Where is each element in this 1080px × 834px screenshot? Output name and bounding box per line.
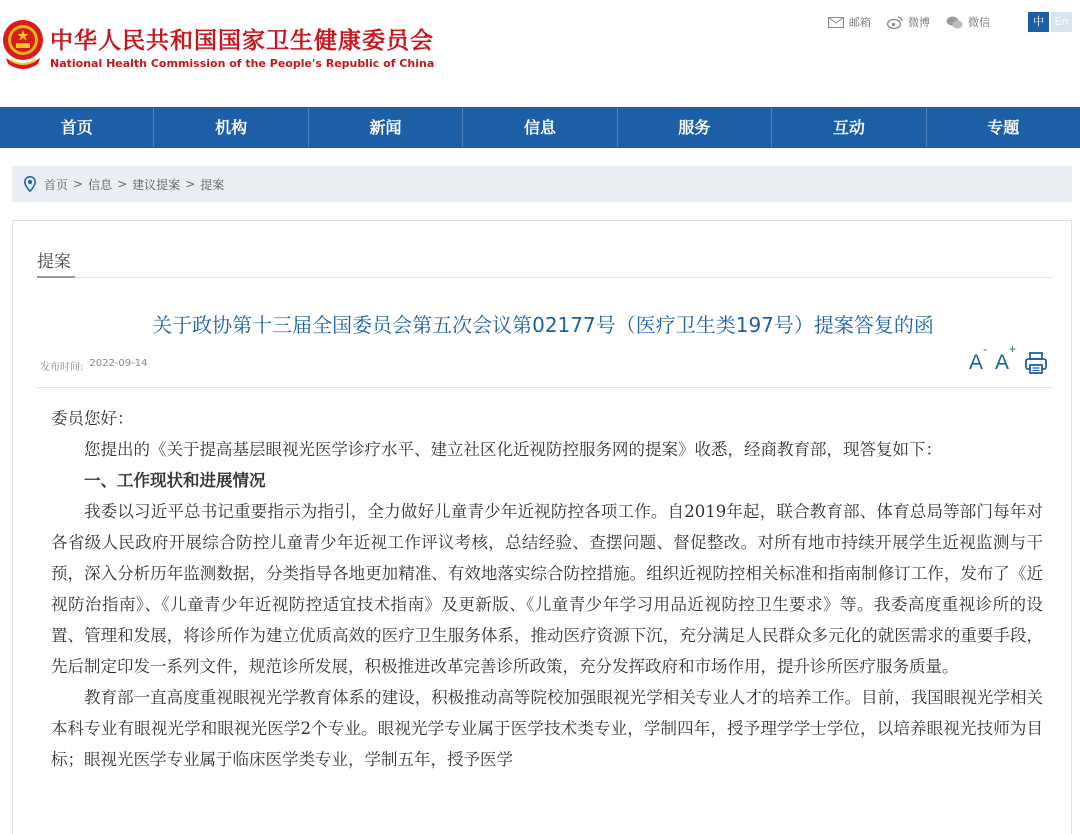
breadcrumb-separator: >	[117, 177, 128, 191]
meta-divider	[37, 387, 1053, 388]
body-paragraph: 教育部一直高度重视眼视光学教育体系的建设，积极推动高等院校加强眼视光学相关专业人才的培养工作。目前，我国眼视光学相关本科专业有眼视光学和眼视光医学2个专业。眼视光学专业属于医学技术类专业，学制四年，授予理学学士学位，以培养眼视光技师为目标；眼视光医学专业属于临床医学类专业，学制五年，授予医学	[51, 688, 1043, 769]
font-decrease-glyph: A	[969, 351, 984, 374]
breadcrumb-suggestions[interactable]: 建议提案	[132, 177, 181, 192]
site-title-cn[interactable]: 中华人民共和国国家卫生健康委员会	[50, 28, 434, 54]
site-title-en[interactable]: National Health Commission of the People's Republic of China	[50, 57, 435, 70]
font-increase-mark: +	[1009, 342, 1017, 356]
nav-item-news[interactable]: 新闻	[309, 107, 463, 148]
nav-item-organization[interactable]: 机构	[154, 107, 308, 148]
language-switch	[1028, 12, 1072, 32]
nav-item-interaction[interactable]: 互动	[772, 107, 926, 148]
article-tools	[969, 342, 1048, 375]
nav-item-service[interactable]: 服务	[618, 107, 772, 148]
lang-en-button[interactable]: En	[1051, 12, 1072, 32]
breadcrumb-proposals[interactable]: 提案	[200, 177, 225, 192]
article-body	[51, 403, 1043, 775]
publish-label: 发布时间:	[40, 362, 84, 373]
nav-item-home[interactable]: 首页	[0, 107, 154, 148]
nav-item-topics[interactable]: 专题	[987, 118, 1020, 137]
mail-link[interactable]	[828, 14, 871, 30]
section-divider-accent	[37, 276, 75, 278]
body-paragraph: 我委以习近平总书记重要指示为指引，全力做好儿童青少年近视防控各项工作。自2019年起，联合教育部、体育总局等部门每年对各省级人民政府开展综合防控儿童青少年近视工作评议考核，总结经验、查摆问题、督促整改。对所有地市持续开展学生近视监测与干预，深入分析历年监测数据，分类指导各地更加精准、有效地落实综合防控措施。组织近视防控相关标准和指南制修订工作，发布了《近视防治指南》、《儿童青少年近视防控适宜技术指南》及更新版、《儿童青少年学习用品近视防控卫生要求》等。我委高度重视诊所的设置、管理和发展，将诊所作为建立优质高效的医疗卫生服务体系，推动医疗资源下沉，充分满足人民群众多元化的就医需求的重要手段，先后制定印发一系列文件，规范诊所发展，积极推进改革完善诊所政策，充分发挥政府和市场作用，提升诊所医疗服务质量。	[51, 502, 1043, 676]
breadcrumb	[12, 166, 1072, 202]
weibo-label: 微博	[908, 16, 930, 29]
lang-cn-button[interactable]: 中	[1028, 12, 1049, 32]
breadcrumb-home[interactable]: 首页	[44, 177, 69, 192]
mail-label: 邮箱	[849, 16, 871, 29]
breadcrumb-separator: >	[185, 177, 196, 191]
weibo-icon	[887, 16, 903, 29]
article-title: 关于政协第十三届全国委员会第五次会议第02177号（医疗卫生类197号）提案答复的函	[152, 313, 934, 337]
section-divider	[37, 277, 1053, 278]
mail-icon	[828, 17, 844, 28]
section-label: 提案	[37, 252, 71, 272]
font-decrease-mark: -	[983, 342, 988, 356]
font-increase-glyph: A	[995, 351, 1010, 374]
publish-meta	[40, 358, 148, 373]
main-nav	[0, 107, 1080, 148]
body-paragraph: 您提出的《关于提高基层眼视光医学诊疗水平、建立社区化近视防控服务网的提案》收悉，经商教育部，现答复如下：	[84, 440, 942, 459]
site-header	[0, 0, 1080, 107]
wechat-icon	[946, 16, 963, 29]
top-links	[828, 14, 990, 30]
section-heading: 一、工作现状和进展情况	[84, 471, 266, 490]
content-panel	[12, 220, 1072, 834]
location-pin-icon	[24, 176, 36, 192]
breadcrumb-information[interactable]: 信息	[88, 177, 113, 192]
weibo-link[interactable]	[887, 14, 930, 30]
wechat-link[interactable]	[946, 14, 990, 30]
publish-date: 2022-09-14	[89, 358, 148, 369]
breadcrumb-separator: >	[73, 177, 84, 191]
salutation: 委员您好：	[51, 409, 134, 428]
print-icon[interactable]	[1024, 351, 1048, 375]
font-decrease-button[interactable]	[969, 342, 988, 374]
nav-item-information[interactable]: 信息	[463, 107, 617, 148]
font-increase-button[interactable]	[995, 342, 1017, 374]
national-emblem-icon[interactable]	[2, 18, 44, 74]
wechat-label: 微信	[968, 16, 990, 29]
